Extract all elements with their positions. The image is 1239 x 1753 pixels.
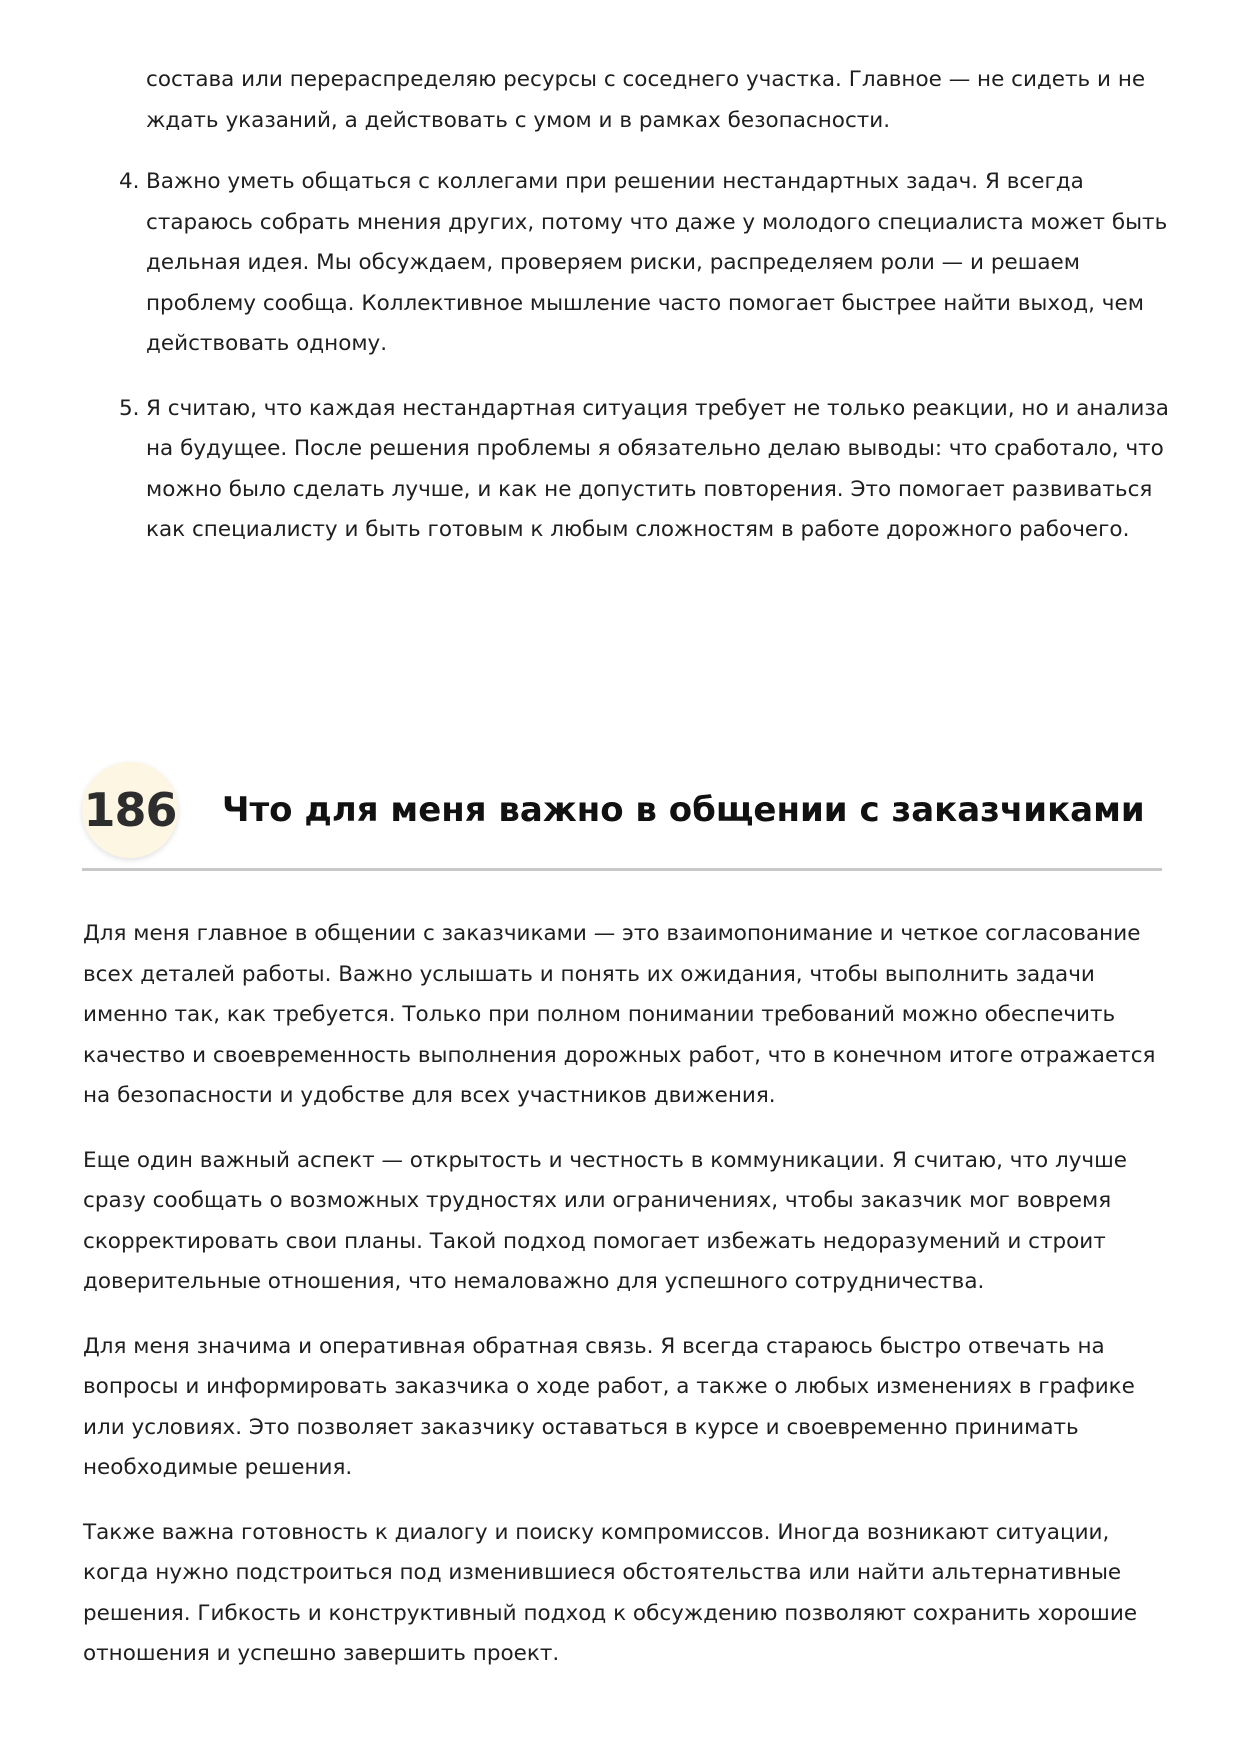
paragraph: Для меня значима и оперативная обратная связь. Я всегда стараюсь быстро отвечать на вопросы и информировать заказчика о ходе работ, а также о любых изменениях в графике или условиях. Это позволяет заказчику оставаться в курсе и своевременно принимать необходимые решения.	[83, 1333, 1135, 1480]
section-body	[83, 914, 1173, 1699]
section-title: Что для меня важно в общении с заказчиками	[222, 790, 1145, 830]
list-item	[0, 162, 1239, 365]
paragraph: Для меня главное в общении с заказчиками — это взаимопонимание и четкое согласование всех деталей работы. Важно услышать и понять их ожидания, чтобы выполнить задачи именно так, как требуется. Только при полном понимании требований можно обеспечить качество и своевременность выполнения дорожных работ, что в конечном итоге отражается на безопасности и удобстве для всех участников движения.	[83, 921, 1156, 1108]
numbered-list	[0, 162, 1239, 575]
list-item-number: 5.	[119, 395, 140, 421]
list-item-text: Важно уметь общаться с коллегами при решении нестандартных задач. Я всегда стараюсь собрать мнения других, потому что даже у молодого специалиста может быть дельная идея. Мы обсуждаем, проверяем риски, распределяем роли — и решаем проблему сообща. Коллективное мышление часто помогает быстрее найти выход, чем действовать одному.	[146, 169, 1168, 356]
paragraph: Еще один важный аспект — открытость и честность в коммуникации. Я считаю, что лучше сразу сообщать о возможных трудностях или ограничениях, чтобы заказчик мог вовремя скорректировать свои планы. Такой подход помогает избежать недоразумений и строит доверительные отношения, что немаловажно для успешного сотрудничества.	[83, 1147, 1128, 1294]
section-header	[82, 762, 1162, 872]
list-item-number: 4.	[119, 169, 140, 194]
list-item	[0, 389, 1239, 551]
list-item-text: Я считаю, что каждая нестандартная ситуация требует не только реакции, но и анализа на будущее. После решения проблемы я обязательно делаю выводы: что сработало, что можно было сделать лучше, и как не допустить повторения. Это помогает развиваться как специалисту и быть готовым к любым сложностям в работе дорожного рабочего.	[146, 395, 1169, 542]
list-item-continuation: состава или перераспределяю ресурсы с соседнего участка. Главное — не сидеть и не ждать указаний, а действовать с умом и в рамках безопасности.	[146, 67, 1146, 133]
section-number-badge: 186	[82, 762, 178, 858]
section-divider	[82, 868, 1162, 871]
paragraph: Также важна готовность к диалогу и поиску компромиссов. Иногда возникают ситуации, когда нужно подстроиться под изменившиеся обстоятельства или найти альтернативные решения. Гибкость и конструктивный подход к обсуждению позволяют сохранить хорошие отношения и успешно завершить проект.	[83, 1519, 1138, 1666]
